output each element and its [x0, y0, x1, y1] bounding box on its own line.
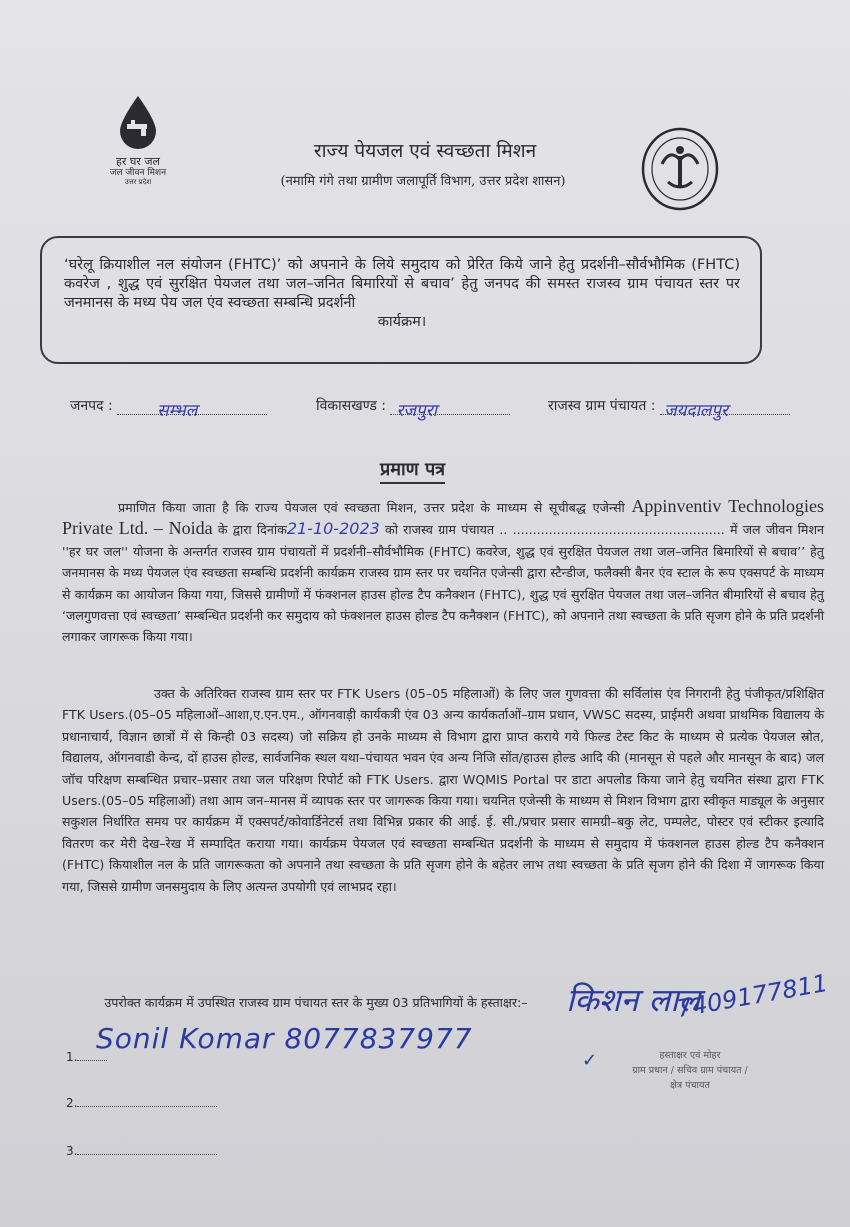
location-fields [70, 396, 830, 428]
panchayat-value: जयदालपुर [663, 401, 728, 421]
banner-last-line: कार्यक्रम। [377, 314, 427, 330]
page-subtitle: (नमामि गंगे तथा ग्रामीण जलापूर्ति विभाग, उत्तर प्रदेश शासन) [280, 174, 566, 189]
stamp-line-3: क्षेत्र पंचायत [670, 1080, 710, 1091]
logo-text-2: जल जीवन मिशन [109, 168, 167, 178]
signatures-caption: उपरोक्त कार्यक्रम में उपस्थित राजस्व ग्राम पंचायत स्तर के मुख्य 03 प्रतिभागियों के हस्ताक्षर:– [104, 995, 528, 1010]
signature-line-2 [66, 1096, 217, 1110]
certificate-paragraph-1 [62, 496, 824, 648]
program-banner [40, 236, 762, 364]
pradhan-phone: 7409177811 [674, 968, 830, 1024]
signature-2-number: 2. [66, 1096, 78, 1110]
check-mark-icon: ✓ [582, 1050, 598, 1071]
signature-1-number: 1. [66, 1050, 78, 1064]
block-label: विकासखण्ड : [316, 398, 387, 414]
logo-text-3: उत्तर प्रदेश [124, 178, 152, 186]
para1-part4: ..................................................... में जल जीवन मिशन ''हर घर जल'' योजना के अन्तर्गत राजस्व ग्राम पंचायतों में प्रदर्शनी–सौर्वभौमिक (FHTC) कवरेज, शुद्ध एवं सुरक्षित पेयजल तथा जल–जनित बिमारियों से बचाव’’ हेतु जनमानस के मध्य पेयजल एंव स्वच्छता सम्बन्धि प्रदर्शनी कार्यक्रम राजस्व ग्राम स्तर पर चयनित एजेन्सी द्वारा स्टैन्डीज, फलैक्सी बैनर एंव स्टाल के रूप एक्सपर्ट के माध्यम से कार्यक्रम का आयोजन किया गया, जिससे ग्रामीणों में फंक्शनल हाउस होल्ड टैप कनैक्शन (FHTC), शुद्ध एवं सुरक्षित पेयजल तथा जल–जनित बीमारियों से बचाव हेतु ‘जलगुणवत्ता एवं स्वच्छता’ सम्बन्धित प्रदर्शनी कर समुदाय को फंक्शनल हाउस होल्ड टैप कनैक्शन (FHTC), को अपनाने तथा स्वच्छता के प्रति सृजग होने के प्रति प्रदर्शनी लगाकर जागरूक किया गया। [62, 522, 824, 645]
district-field [70, 396, 267, 421]
har-ghar-jal-logo [88, 94, 188, 186]
block-value: रजपुरा [396, 401, 438, 421]
para1-part1: प्रमाणित किया जाता है कि राज्य पेयजल एवं स्वच्छता मिशन, उत्तर प्रदेश के माध्यम से सूचीबद्ध एजेन्सी [118, 500, 625, 515]
panchayat-label: राजस्व ग्राम पंचायत : [548, 398, 656, 414]
agency-name: Appinventiv Technologies Private Ltd. – Noida [62, 496, 824, 539]
signature-line-3 [66, 1144, 217, 1158]
district-label: जनपद : [70, 398, 113, 414]
para2-text: उक्त के अतिरिक्त राजस्व ग्राम स्तर पर FTK Users (05–05 महिलाओं) के लिए जल गुणवत्ता की सर्विलांस एंव निगरानी हेतु पंजीकृत/प्रशिक्षित FTK Users.(05–05 महिलाओं–आशा,ए.एन.एम., ऑगनवाड़ी कार्यकत्री एंव 03 अन्य कार्यकर्ताओं–ग्राम प्रधान, VWSC सदस्य, प्राईमरी अथवा प्राथमिक विद्यालय के प्रधानाचार्य, विज्ञान छात्रों में से किन्ही 03 सदस्य) जो सक्रिय हो उनके माध्यम से विभाग द्वारा प्राप्त कराये गये फिल्ड टेस्ट किट के माध्यम से प्रत्येक पेयजल स्रोत, विद्यालय, ऑगनवाडी केन्द, दों हाउस होल्ड, सार्वजनिक स्थल यथा–पंचायत भवन एंव अन्य निजि सोंत/हाउस होल्ड आदि की (मानसून से पहले और मानसून के बाद) जल जॉच परिक्षण सम्बन्धित प्रचार–प्रसार तथा जल परिक्षण रिपोर्ट को FTK Users. द्वारा WQMIS Portal पर डाटा अपलोड किया जाने हेतु चयनित संस्था द्वारा FTK Users.(05–05 महिलाओं) तथा आम जन–मानस में व्यापक स्तर पर जागरूक किया गया। चयनित एजेन्सी के माध्यम से मिशन विभाग द्वारा स्वीकृत माड्यूल के अनुसार सकुशल निर्धारित समय पर कार्यक्रम में एक्सपर्ट/कोवार्डिनेटर्स तथा विभिन्न प्रकार की आई. ई. सी./प्रचार प्रसार सामग्री–बकु लेट, पम्पलेट, पोस्टर एवं स्टीकर इत्यादि वितरण कर मेरी देख–रेख में सम्पादित कराया गया। कार्यक्रम पेयजल एवं स्वच्छता सम्बन्धित प्रदर्शनी के माध्यम से समुदाय में फंक्शनल हाउस होल्ड टैप कनैक्शन (FHTC) कियाशील नल के प्रति जागरूकता को अपनाने तथा स्वच्छता के प्रति सृजग होने के बहेतर लाभ तथा स्वच्छता के प्रति सृजग होने की दिशा में जागरूक किया गया, जिससे ग्रामीण जनसमुदाय के लिए अत्यन्त उपयोगी एवं लाभप्रद रहा। [62, 686, 824, 894]
certificate-heading: प्रमाण पत्र [380, 457, 445, 484]
para1-part2: के द्वारा दिनांक [212, 522, 287, 538]
signature-1-handwritten: Sonil Komar 8077837977 [96, 1022, 473, 1055]
water-drop-tap-icon [116, 94, 160, 150]
district-value: सम्भल [157, 401, 198, 421]
pradhan-signature: किशन लाल [566, 981, 701, 1019]
signature-line-1 [66, 1050, 107, 1064]
para1-part3: को राजस्व ग्राम पंचायत .. [379, 522, 508, 538]
state-seal-icon [640, 126, 720, 212]
stamp-caption [600, 1048, 780, 1093]
page-title: राज्य पेयजल एवं स्वच्छता मिशन [313, 140, 537, 162]
panchayat-field [548, 396, 790, 421]
logo-text-1: हर घर जल [116, 155, 160, 168]
stamp-line-1: हस्ताक्षर एवं मोहर [659, 1050, 721, 1061]
certificate-paragraph-2 [62, 683, 824, 897]
program-date: 21-10-2023 [286, 519, 380, 539]
block-field [316, 396, 510, 421]
signature-3-number: 3. [66, 1144, 78, 1158]
banner-text: ‘घरेलू क्रियाशील नल संयोजन (FHTC)’ को अपनाने के लिये समुदाय को प्रेरित किये जाने हेतु प्रदर्शनी–सौर्वभौमिक (FHTC) कवरेज , शुद्ध एवं सुरक्षित पेयजल तथा जल–जनित बिमारियों से बचाव’ हेतु जनपद की समस्त राजस्व ग्राम पंचायत स्तर पर जनमानस के मध्य पेय जल एंव स्वच्छता सम्बन्धि प्रदर्शनी [64, 257, 740, 311]
stamp-line-2: ग्राम प्रधान / सचिव ग्राम पंचायत / [632, 1065, 748, 1076]
